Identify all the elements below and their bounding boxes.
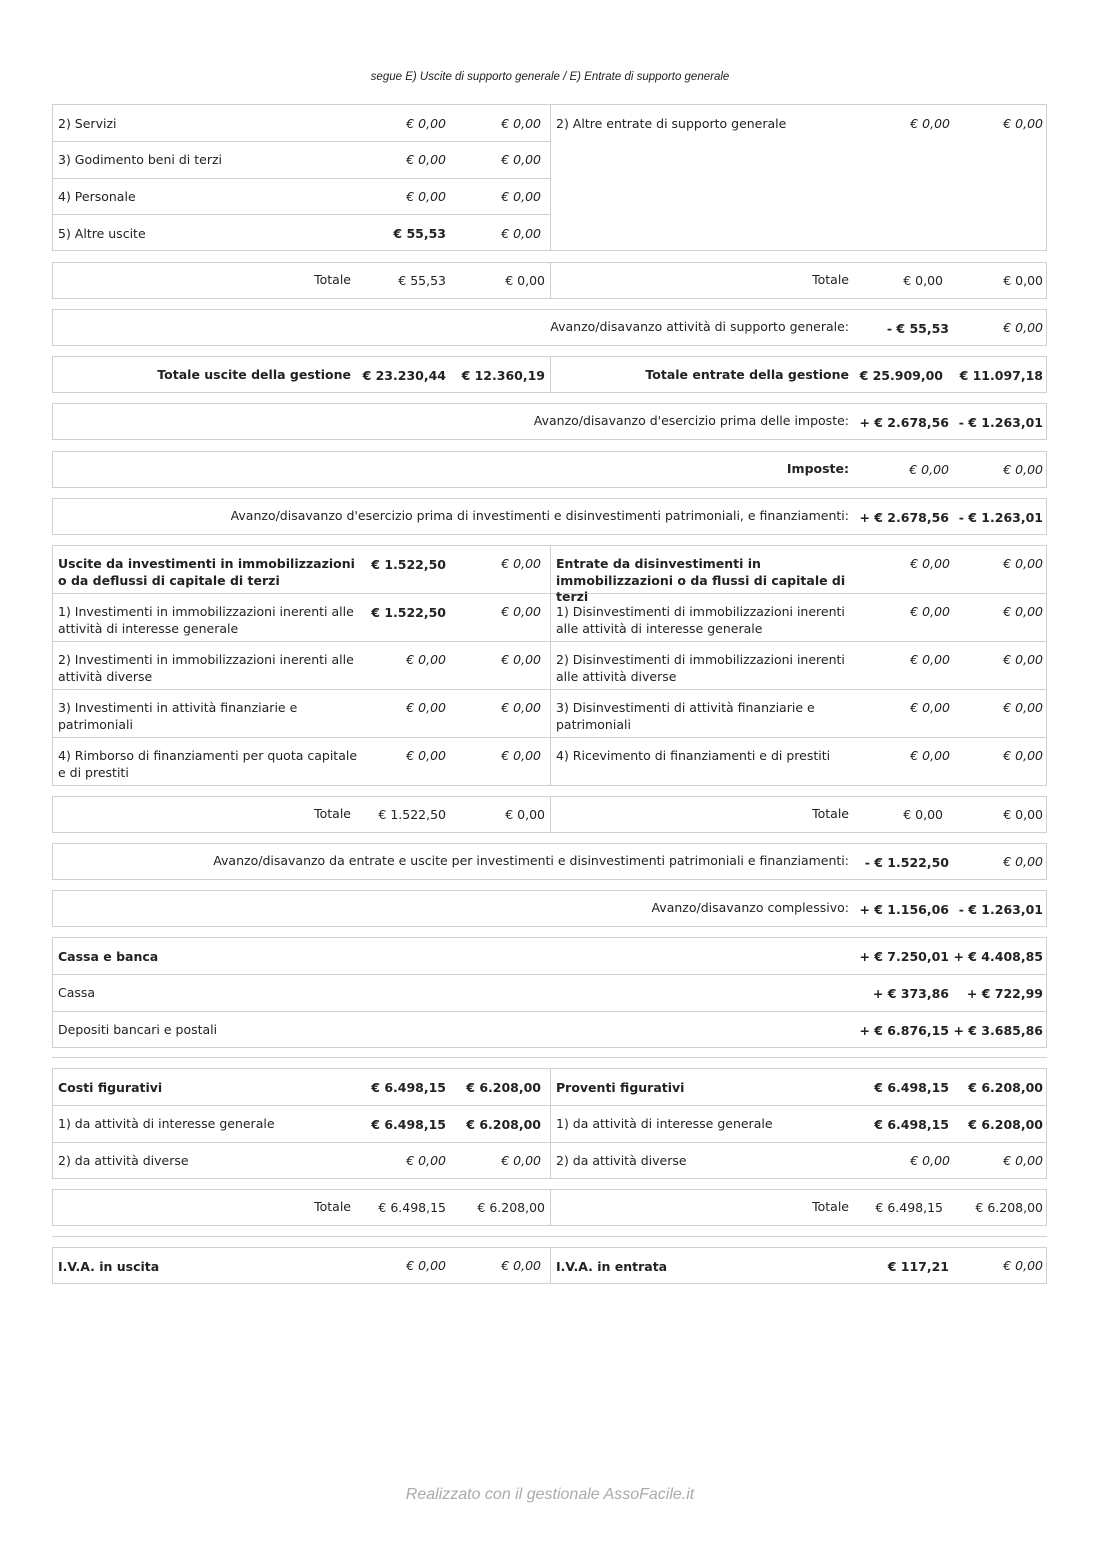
value: - € 1.522,50 — [864, 855, 949, 870]
support-table — [52, 104, 1047, 251]
value: - € 55,53 — [886, 321, 949, 336]
row-label: Avanzo/disavanzo d'esercizio prima delle imposte: — [533, 413, 849, 428]
value: € 0,00 — [501, 700, 541, 715]
value: € 0,00 — [406, 116, 446, 131]
value: € 23.230,44 — [362, 368, 446, 383]
section-heading: Entrate da disinvestimenti in immobilizzazioni o da flussi di capitale di terzi — [556, 556, 846, 604]
value: + € 3.685,86 — [953, 1023, 1043, 1038]
value: € 0,00 — [505, 807, 545, 822]
value: € 0,00 — [406, 1153, 446, 1168]
row-label: Totale uscite della gestione — [157, 367, 351, 382]
value: € 0,00 — [909, 462, 949, 477]
value: € 0,00 — [501, 152, 541, 167]
value: € 0,00 — [1003, 604, 1043, 619]
value: € 6.498,15 — [874, 1080, 949, 1095]
value: € 0,00 — [406, 700, 446, 715]
value: € 0,00 — [1003, 1153, 1043, 1168]
avanzo-supporto-row — [52, 309, 1047, 346]
cassa-table — [52, 937, 1047, 1048]
value: € 117,21 — [887, 1259, 949, 1274]
support-totals — [52, 262, 1047, 299]
investimenti-totals — [52, 796, 1047, 833]
section-heading: Cassa e banca — [58, 949, 159, 964]
figurativi-table — [52, 1068, 1047, 1179]
total-label: Totale — [812, 806, 849, 821]
table-row-label: 1) da attività di interesse generale — [556, 1116, 773, 1131]
total-label: Totale — [314, 272, 351, 287]
total-label: Totale — [314, 806, 351, 821]
table-row-label: 1) da attività di interesse generale — [58, 1116, 275, 1131]
value: € 6.208,00 — [975, 1200, 1043, 1215]
investimenti-table — [52, 545, 1047, 786]
value: € 11.097,18 — [959, 368, 1043, 383]
value: € 0,00 — [501, 116, 541, 131]
value: € 6.498,15 — [371, 1080, 446, 1095]
value: € 6.208,00 — [968, 1117, 1043, 1132]
value: € 0,00 — [910, 700, 950, 715]
divider — [52, 1236, 1047, 1237]
row-label: I.V.A. in entrata — [556, 1259, 668, 1274]
imposte-row — [52, 451, 1047, 488]
table-row-label: Cassa — [58, 985, 96, 1000]
value: + € 7.250,01 — [859, 949, 949, 964]
value: € 0,00 — [505, 273, 545, 288]
value: € 0,00 — [1003, 320, 1043, 335]
table-row-label: 2) da attività diverse — [58, 1153, 189, 1168]
table-row-label: 2) Servizi — [58, 116, 117, 131]
value: € 6.498,15 — [371, 1117, 446, 1132]
value: € 1.522,50 — [378, 807, 446, 822]
value: + € 4.408,85 — [953, 949, 1043, 964]
value: € 25.909,00 — [859, 368, 943, 383]
value: € 0,00 — [910, 116, 950, 131]
value: € 1.522,50 — [371, 605, 446, 620]
value: € 6.208,00 — [466, 1117, 541, 1132]
iva-table — [52, 1247, 1047, 1284]
value: € 0,00 — [910, 604, 950, 619]
value: € 0,00 — [1003, 462, 1043, 477]
value: € 0,00 — [903, 807, 943, 822]
value: € 0,00 — [501, 748, 541, 763]
value: € 0,00 — [1003, 116, 1043, 131]
value: € 0,00 — [501, 556, 541, 571]
table-row-label: 2) da attività diverse — [556, 1153, 687, 1168]
divider — [52, 1057, 1047, 1058]
row-label: Avanzo/disavanzo da entrate e uscite per investimenti e disinvestimenti patrimoniali e finanziamenti: — [213, 853, 849, 868]
figurativi-totals — [52, 1189, 1047, 1226]
table-row-label: 2) Disinvestimenti di immobilizzazioni inerenti alle attività diverse — [556, 652, 845, 684]
row-label: I.V.A. in uscita — [58, 1259, 160, 1274]
value: € 0,00 — [910, 748, 950, 763]
value: € 0,00 — [406, 748, 446, 763]
value: € 1.522,50 — [371, 557, 446, 572]
value: - € 1.263,01 — [958, 902, 1043, 917]
gestione-totals — [52, 356, 1047, 393]
value: - € 1.263,01 — [958, 510, 1043, 525]
value: € 0,00 — [501, 604, 541, 619]
table-row-label: 2) Investimenti in immobilizzazioni inerenti alle attività diverse — [58, 652, 354, 684]
value: + € 2.678,56 — [859, 415, 949, 430]
value: € 55,53 — [393, 226, 446, 241]
value: - € 1.263,01 — [958, 415, 1043, 430]
value: € 0,00 — [903, 273, 943, 288]
footer-credit: Realizzato con il gestionale AssoFacile.it — [405, 1486, 695, 1503]
row-label: Imposte: — [786, 461, 849, 476]
value: + € 722,99 — [966, 986, 1043, 1001]
value: € 6.208,00 — [968, 1080, 1043, 1095]
value: € 0,00 — [1003, 556, 1043, 571]
value: + € 6.876,15 — [859, 1023, 949, 1038]
section-heading: Proventi figurativi — [556, 1080, 685, 1095]
row-label: Avanzo/disavanzo d'esercizio prima di investimenti e disinvestimenti patrimoniali, e finanziamenti: — [230, 508, 849, 523]
value: € 6.498,15 — [875, 1200, 943, 1215]
total-label: Totale — [314, 1199, 351, 1214]
value: € 0,00 — [1003, 807, 1043, 822]
table-row-label: 4) Ricevimento di finanziamenti e di prestiti — [556, 748, 831, 763]
table-row-label: 5) Altre uscite — [58, 226, 146, 241]
value: € 0,00 — [406, 189, 446, 204]
value: € 0,00 — [501, 1153, 541, 1168]
section-heading: Costi figurativi — [58, 1080, 163, 1095]
value: € 6.208,00 — [466, 1080, 541, 1095]
total-label: Totale — [812, 272, 849, 287]
value: € 0,00 — [501, 189, 541, 204]
value: € 55,53 — [398, 273, 446, 288]
table-row-label: 1) Disinvestimenti di immobilizzazioni inerenti alle attività di interesse generale — [556, 604, 845, 636]
value: € 6.498,15 — [874, 1117, 949, 1132]
table-row-label: 3) Disinvestimenti di attività finanziarie e patrimoniali — [556, 700, 815, 732]
value: € 0,00 — [406, 652, 446, 667]
row-label: Avanzo/disavanzo attività di supporto generale: — [550, 319, 849, 334]
value: € 0,00 — [1003, 273, 1043, 288]
table-row-label: 1) Investimenti in immobilizzazioni inerenti alle attività di interesse generale — [58, 604, 354, 636]
table-row-label: 4) Rimborso di finanziamenti per quota capitale e di prestiti — [58, 748, 358, 780]
value: € 12.360,19 — [461, 368, 545, 383]
value: € 0,00 — [501, 1258, 541, 1273]
avanzo-complessivo-row — [52, 890, 1047, 927]
value: € 0,00 — [501, 226, 541, 241]
value: € 0,00 — [910, 556, 950, 571]
value: + € 2.678,56 — [859, 510, 949, 525]
row-label: Avanzo/disavanzo complessivo: — [651, 900, 849, 915]
value: € 0,00 — [501, 652, 541, 667]
value: € 0,00 — [406, 152, 446, 167]
value: € 6.498,15 — [378, 1200, 446, 1215]
row-label: Totale entrate della gestione — [645, 367, 849, 382]
table-row-label: 4) Personale — [58, 189, 136, 204]
value: € 0,00 — [1003, 652, 1043, 667]
value: + € 1.156,06 — [859, 902, 949, 917]
value: € 0,00 — [1003, 700, 1043, 715]
page-header: segue E) Uscite di supporto generale / E) Entrate di supporto generale — [370, 71, 730, 83]
section-heading: Uscite da investimenti in immobilizzazioni o da deflussi di capitale di terzi — [58, 556, 355, 588]
table-row-label: Depositi bancari e postali — [58, 1022, 218, 1037]
value: € 0,00 — [1003, 1258, 1043, 1273]
value: € 0,00 — [1003, 854, 1043, 869]
avanzo-entrate-uscite-row — [52, 843, 1047, 880]
total-label: Totale — [812, 1199, 849, 1214]
avanzo-imposte-row — [52, 403, 1047, 440]
value: € 0,00 — [1003, 748, 1043, 763]
value: € 0,00 — [910, 652, 950, 667]
table-row-label: 3) Investimenti in attività finanziarie e patrimoniali — [58, 700, 298, 732]
value: € 6.208,00 — [477, 1200, 545, 1215]
avanzo-investimenti-row — [52, 498, 1047, 535]
value: + € 373,86 — [872, 986, 949, 1001]
value: € 0,00 — [406, 1258, 446, 1273]
value: € 0,00 — [910, 1153, 950, 1168]
table-row-label: 3) Godimento beni di terzi — [58, 152, 222, 167]
table-row-label: 2) Altre entrate di supporto generale — [556, 116, 787, 131]
